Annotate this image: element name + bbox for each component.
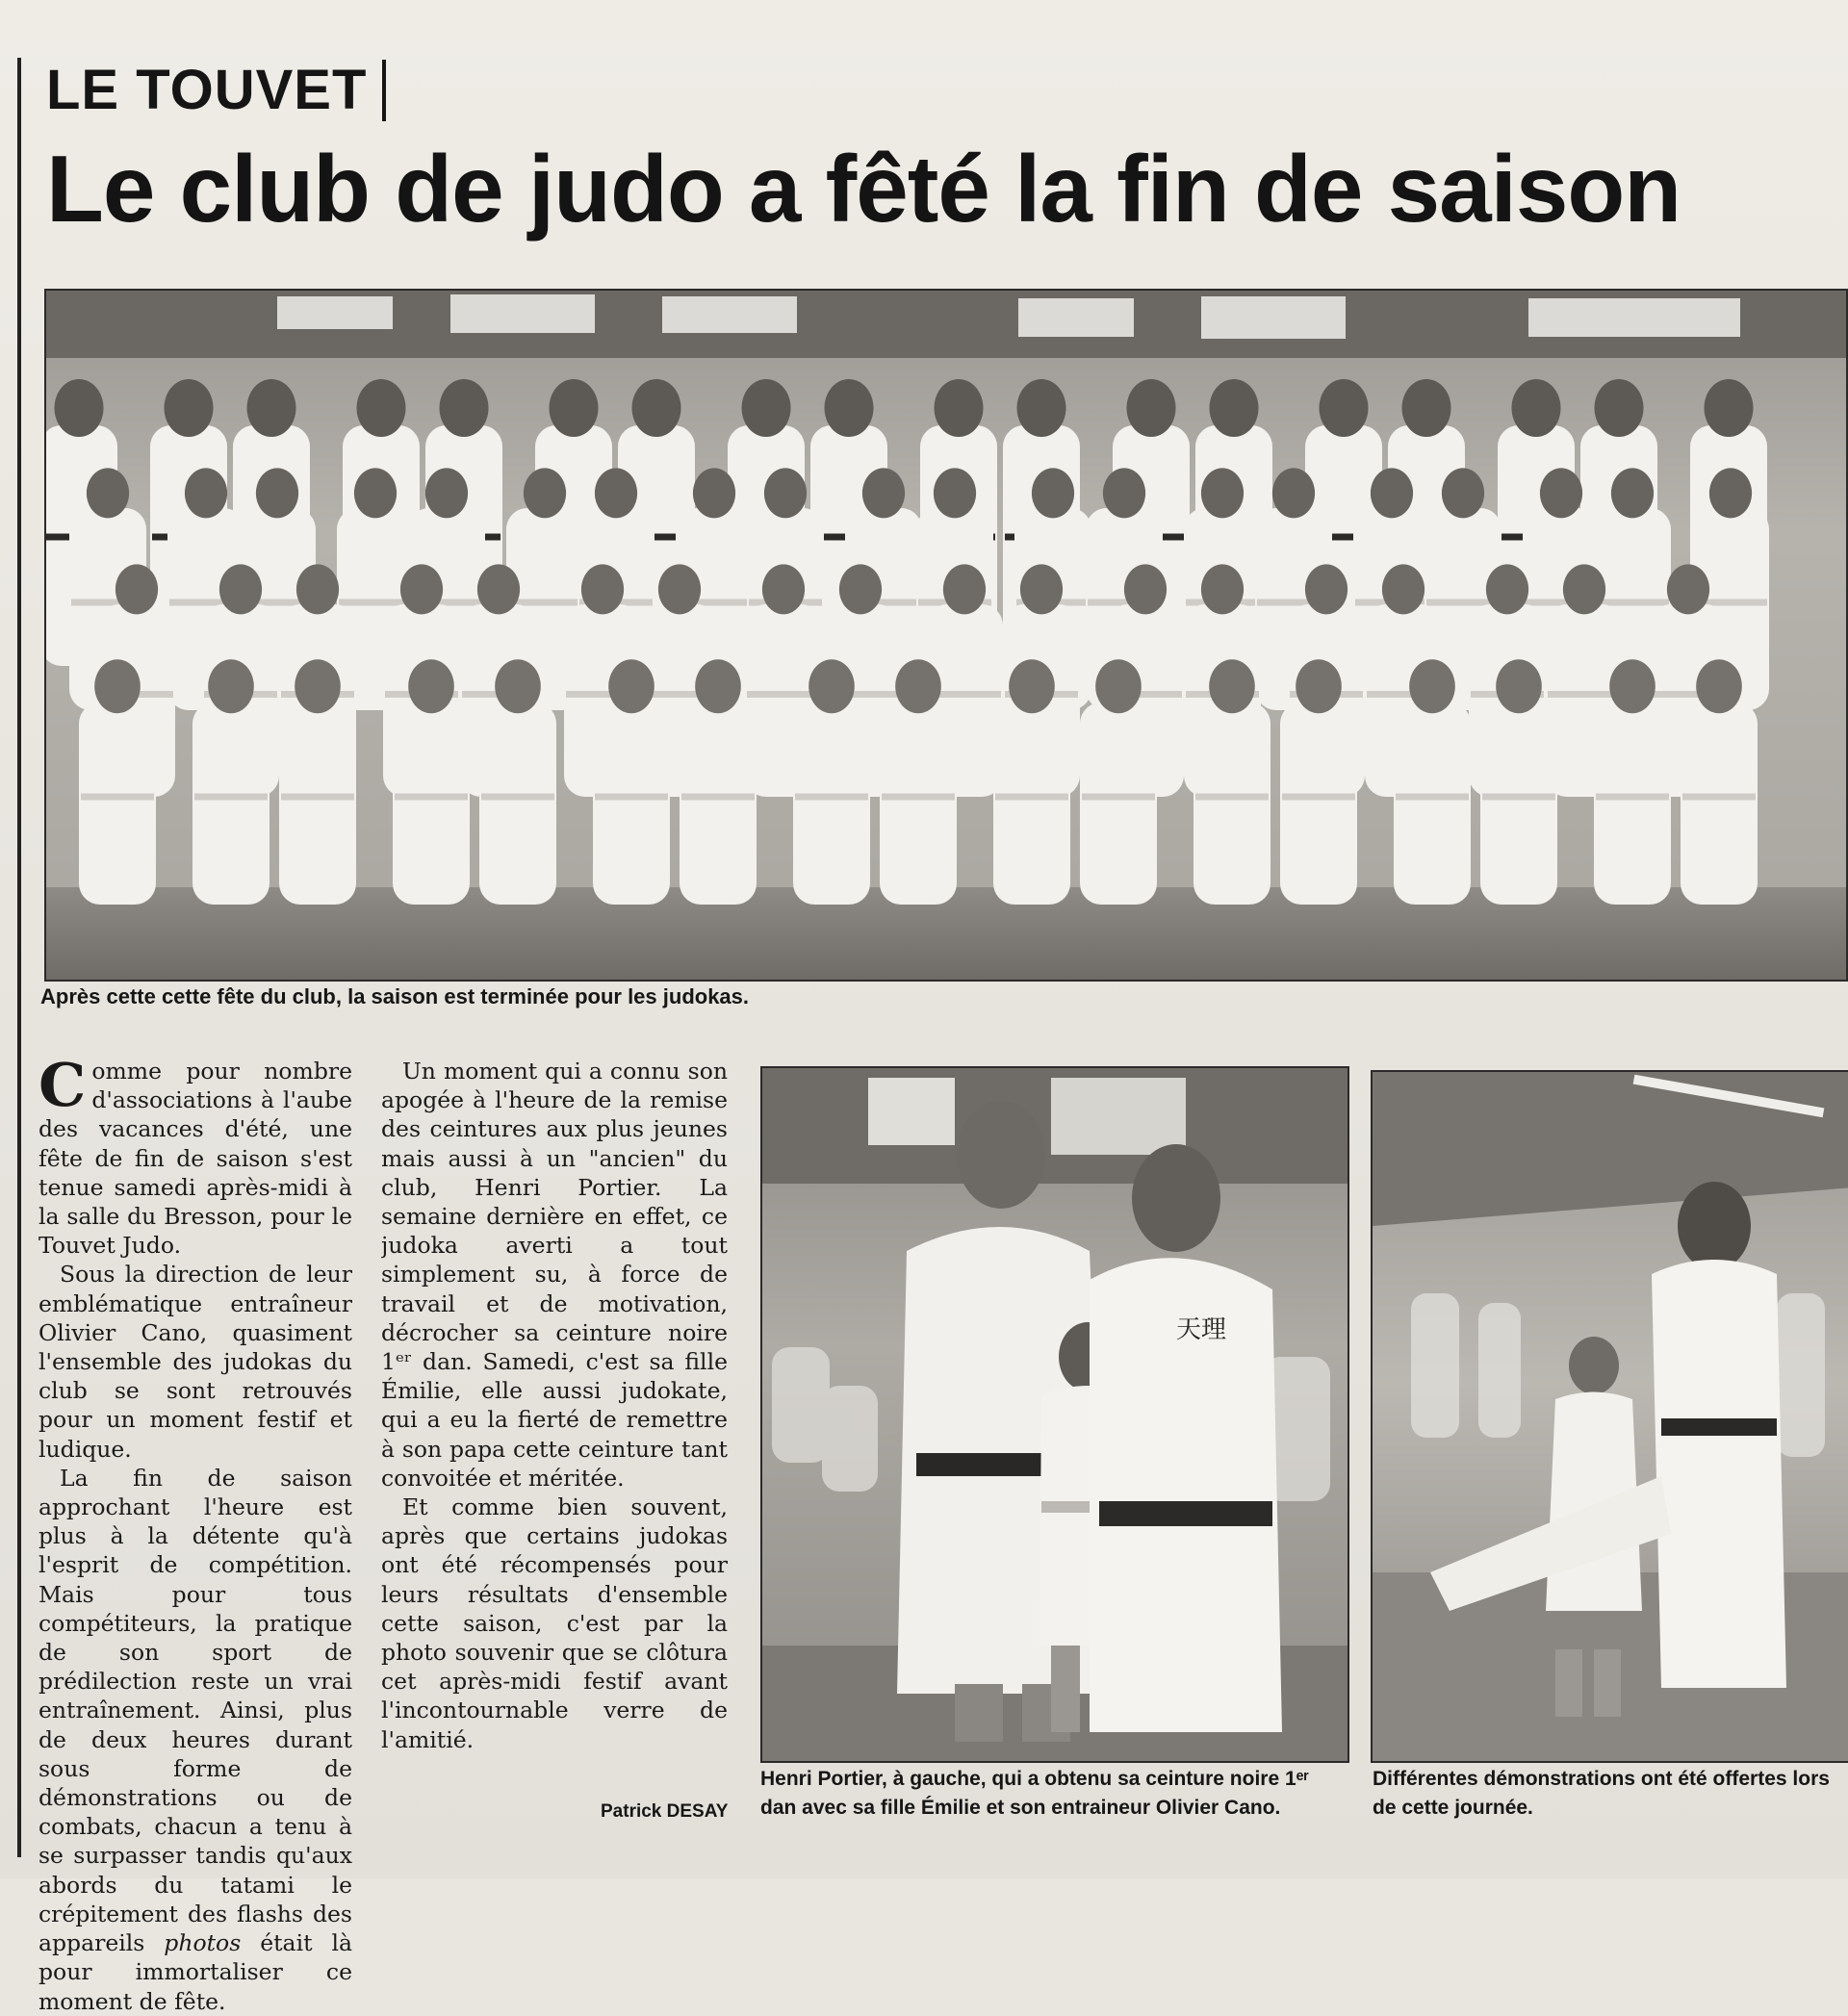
belt xyxy=(281,794,354,801)
caption-line: dan avec sa fille Émilie et son entraineur Olivier Cano. xyxy=(760,1797,1281,1819)
judoka-head xyxy=(357,379,406,437)
judoka-head xyxy=(862,468,905,518)
belt xyxy=(595,794,668,801)
judoka-figure xyxy=(680,702,757,905)
paragraph-text: omme pour nombre d'associations à l'aube des vacances d'été, une fête de fin de saison s'est tenue samedi après-midi à la salle du Bresson, pour le Touvet Judo. xyxy=(38,1058,352,1260)
belt xyxy=(1282,794,1355,801)
judoka-head xyxy=(1696,659,1742,713)
judoka-head xyxy=(87,468,129,518)
drop-cap: C xyxy=(38,1050,87,1120)
judoka-head xyxy=(1486,564,1528,614)
judoka-head xyxy=(1402,379,1451,437)
judoka-head xyxy=(408,659,454,713)
judoka-head xyxy=(165,379,214,437)
article-paragraph: Et comme bien souvent, après que certains judokas ont été récompensés pour leurs résultats d'ensemble cette saison, c'est par la photo souvenir que se clôtura cet après-midi festif avant l'incontournable verre de l'amitié. xyxy=(381,1493,728,1753)
belt xyxy=(81,794,154,801)
judoka-head xyxy=(1017,379,1066,437)
belt xyxy=(395,794,468,801)
judoka-head xyxy=(1371,468,1413,518)
italic-word: photos xyxy=(164,1929,242,1957)
belt xyxy=(1082,794,1155,801)
judoka-figure xyxy=(1394,702,1471,905)
judoka-head xyxy=(1127,379,1176,437)
judoka-figure xyxy=(1080,702,1157,905)
judoka-head xyxy=(1512,379,1561,437)
belt xyxy=(1596,600,1669,606)
paragraph-text: La fin de saison approchant l'heure est plus à la détente qu'à l'esprit de compétition. Mais pour tous compétiteurs, la pratique de son sport de prédilection reste un vrai entraînement. Ainsi, plus de deux heures durant sous forme de démonstrations ou de combats, chacun a tenu à se surpasser tandis qu'aux abords du tatami le crépitement des flashs des appareils xyxy=(38,1464,352,1957)
judoka-head xyxy=(1201,468,1244,518)
judoka-head xyxy=(524,468,566,518)
belt xyxy=(481,794,554,801)
svg-text:天理: 天理 xyxy=(1176,1315,1227,1344)
judoka-head xyxy=(354,468,397,518)
judoka-head xyxy=(1563,564,1605,614)
judoka-figure xyxy=(1480,702,1557,905)
judoka-head xyxy=(1201,564,1244,614)
judoka-head xyxy=(935,379,984,437)
demonstration-photo-caption xyxy=(1373,1765,1830,1823)
judoka-head xyxy=(1611,468,1654,518)
paragraph-text: était là pour immortaliser ce moment de fête. xyxy=(38,1929,352,2015)
caption-line: de cette journée. xyxy=(1373,1797,1533,1819)
judoka-figure xyxy=(880,702,957,905)
judoka-head xyxy=(1540,468,1582,518)
caption-line: Différentes démonstrations ont été offertes lors xyxy=(1373,1768,1830,1790)
belt xyxy=(747,691,820,698)
award-photo xyxy=(760,1066,1349,1763)
article-column-2 xyxy=(381,1057,728,1788)
section-kicker: LE TOUVET xyxy=(46,60,386,121)
judoka-head xyxy=(1210,379,1259,437)
judoka-head xyxy=(762,564,805,614)
judoka-figure xyxy=(593,702,670,905)
judoka-head xyxy=(1305,564,1348,614)
judoka-figure xyxy=(1681,702,1758,905)
judoka-head xyxy=(1709,468,1752,518)
judoka-figure xyxy=(1194,702,1270,905)
judoka-head xyxy=(1009,659,1055,713)
judoka-head xyxy=(1272,468,1315,518)
judoka-figure xyxy=(393,702,470,905)
belt xyxy=(795,794,868,801)
judoka-head xyxy=(943,564,986,614)
judoka-head xyxy=(693,468,735,518)
judoka-head xyxy=(295,659,341,713)
judoka-head xyxy=(581,564,624,614)
judoka-head xyxy=(895,659,941,713)
judoka-head xyxy=(247,379,296,437)
judoka-figure xyxy=(993,702,1070,905)
judoka-head xyxy=(695,659,741,713)
belt xyxy=(1548,691,1621,698)
judoka-head xyxy=(94,659,141,713)
judoka-head xyxy=(1442,468,1484,518)
belt xyxy=(1482,794,1555,801)
group-photo xyxy=(44,289,1848,982)
judoka-head xyxy=(296,564,339,614)
judoka-head xyxy=(550,379,599,437)
belt xyxy=(194,794,268,801)
judoka-figure xyxy=(1594,702,1671,905)
judoka-head xyxy=(1103,468,1145,518)
judoka-head xyxy=(1032,468,1074,518)
article-paragraph: Un moment qui a connu son apogée à l'heure de la remise des ceintures aux plus jeunes mais aussi à un "ancien" du club, Henri Portier. La semaine dernière en effet, ce judoka averti a tout simplement su, à force de travail et de motivation, décrocher sa ceinture noire 1ᵉʳ dan. Samedi, c'est sa fille Émilie, elle aussi judokate, qui a eu la fierté de remettre à son papa cette ceinture tant convoitée et méritée. xyxy=(381,1058,728,1492)
judoka-head xyxy=(185,468,227,518)
headline: Le club de judo a fêté la fin de saison xyxy=(46,136,1681,242)
judoka-head xyxy=(495,659,541,713)
judoka-head xyxy=(658,564,701,614)
judoka-head xyxy=(595,468,637,518)
judoka-head xyxy=(1705,379,1754,437)
caption-line: Henri Portier, à gauche, qui a obtenu sa ceinture noire 1ᵉʳ xyxy=(760,1768,1309,1790)
judoka-head xyxy=(839,564,882,614)
judoka-head xyxy=(808,659,855,713)
judoka-head xyxy=(1124,564,1167,614)
judoka-head xyxy=(256,468,298,518)
judoka-head xyxy=(1296,659,1342,713)
article-paragraph xyxy=(38,1050,352,1260)
judoka-figure xyxy=(279,702,356,905)
judoka-head xyxy=(1095,659,1142,713)
judoka-head xyxy=(1382,564,1424,614)
judoka-head xyxy=(632,379,681,437)
belt xyxy=(1195,794,1269,801)
judoka-head xyxy=(477,564,520,614)
judoka-figure xyxy=(192,702,270,905)
judoka-head xyxy=(764,468,807,518)
judoka-head xyxy=(1595,379,1644,437)
judoka-head xyxy=(1020,564,1063,614)
belt xyxy=(1396,794,1469,801)
judoka-figure xyxy=(793,702,870,905)
judoka-head xyxy=(1667,564,1709,614)
byline: Patrick DESAY xyxy=(601,1801,729,1822)
judoka-figure xyxy=(1280,702,1357,905)
judoka-head xyxy=(208,659,254,713)
belt xyxy=(882,794,955,801)
judoka-head xyxy=(1609,659,1656,713)
belt xyxy=(1596,794,1669,801)
judoka-head xyxy=(1496,659,1542,713)
judoka-figure xyxy=(479,702,556,905)
judoka-head xyxy=(934,468,976,518)
belt xyxy=(1682,794,1756,801)
demonstration-photo xyxy=(1371,1070,1848,1763)
judoka-figure xyxy=(79,702,156,905)
judoka-head xyxy=(825,379,874,437)
judoka-head xyxy=(219,564,262,614)
judoka-head xyxy=(440,379,489,437)
group-photo-caption: Après cette cette fête du club, la saison est terminée pour les judokas. xyxy=(40,984,750,1008)
belt xyxy=(681,794,755,801)
judoka-head xyxy=(1409,659,1455,713)
judoka-head xyxy=(400,564,443,614)
award-photo-caption xyxy=(760,1765,1309,1823)
judoka-head xyxy=(116,564,158,614)
article-paragraph xyxy=(38,1464,352,2016)
judoka-head xyxy=(742,379,791,437)
judoka-head xyxy=(1209,659,1255,713)
article-column-1 xyxy=(38,1050,352,2016)
column-rule xyxy=(17,58,21,1857)
article-paragraph: Sous la direction de leur emblématique entraîneur Olivier Cano, quasiment l'ensemble des judokas du club se sont retrouvés pour un moment festif et ludique. xyxy=(38,1261,352,1463)
belt xyxy=(995,794,1068,801)
judoka-head xyxy=(55,379,104,437)
judoka-head xyxy=(1320,379,1369,437)
judoka-head xyxy=(425,468,468,518)
judoka-head xyxy=(608,659,654,713)
